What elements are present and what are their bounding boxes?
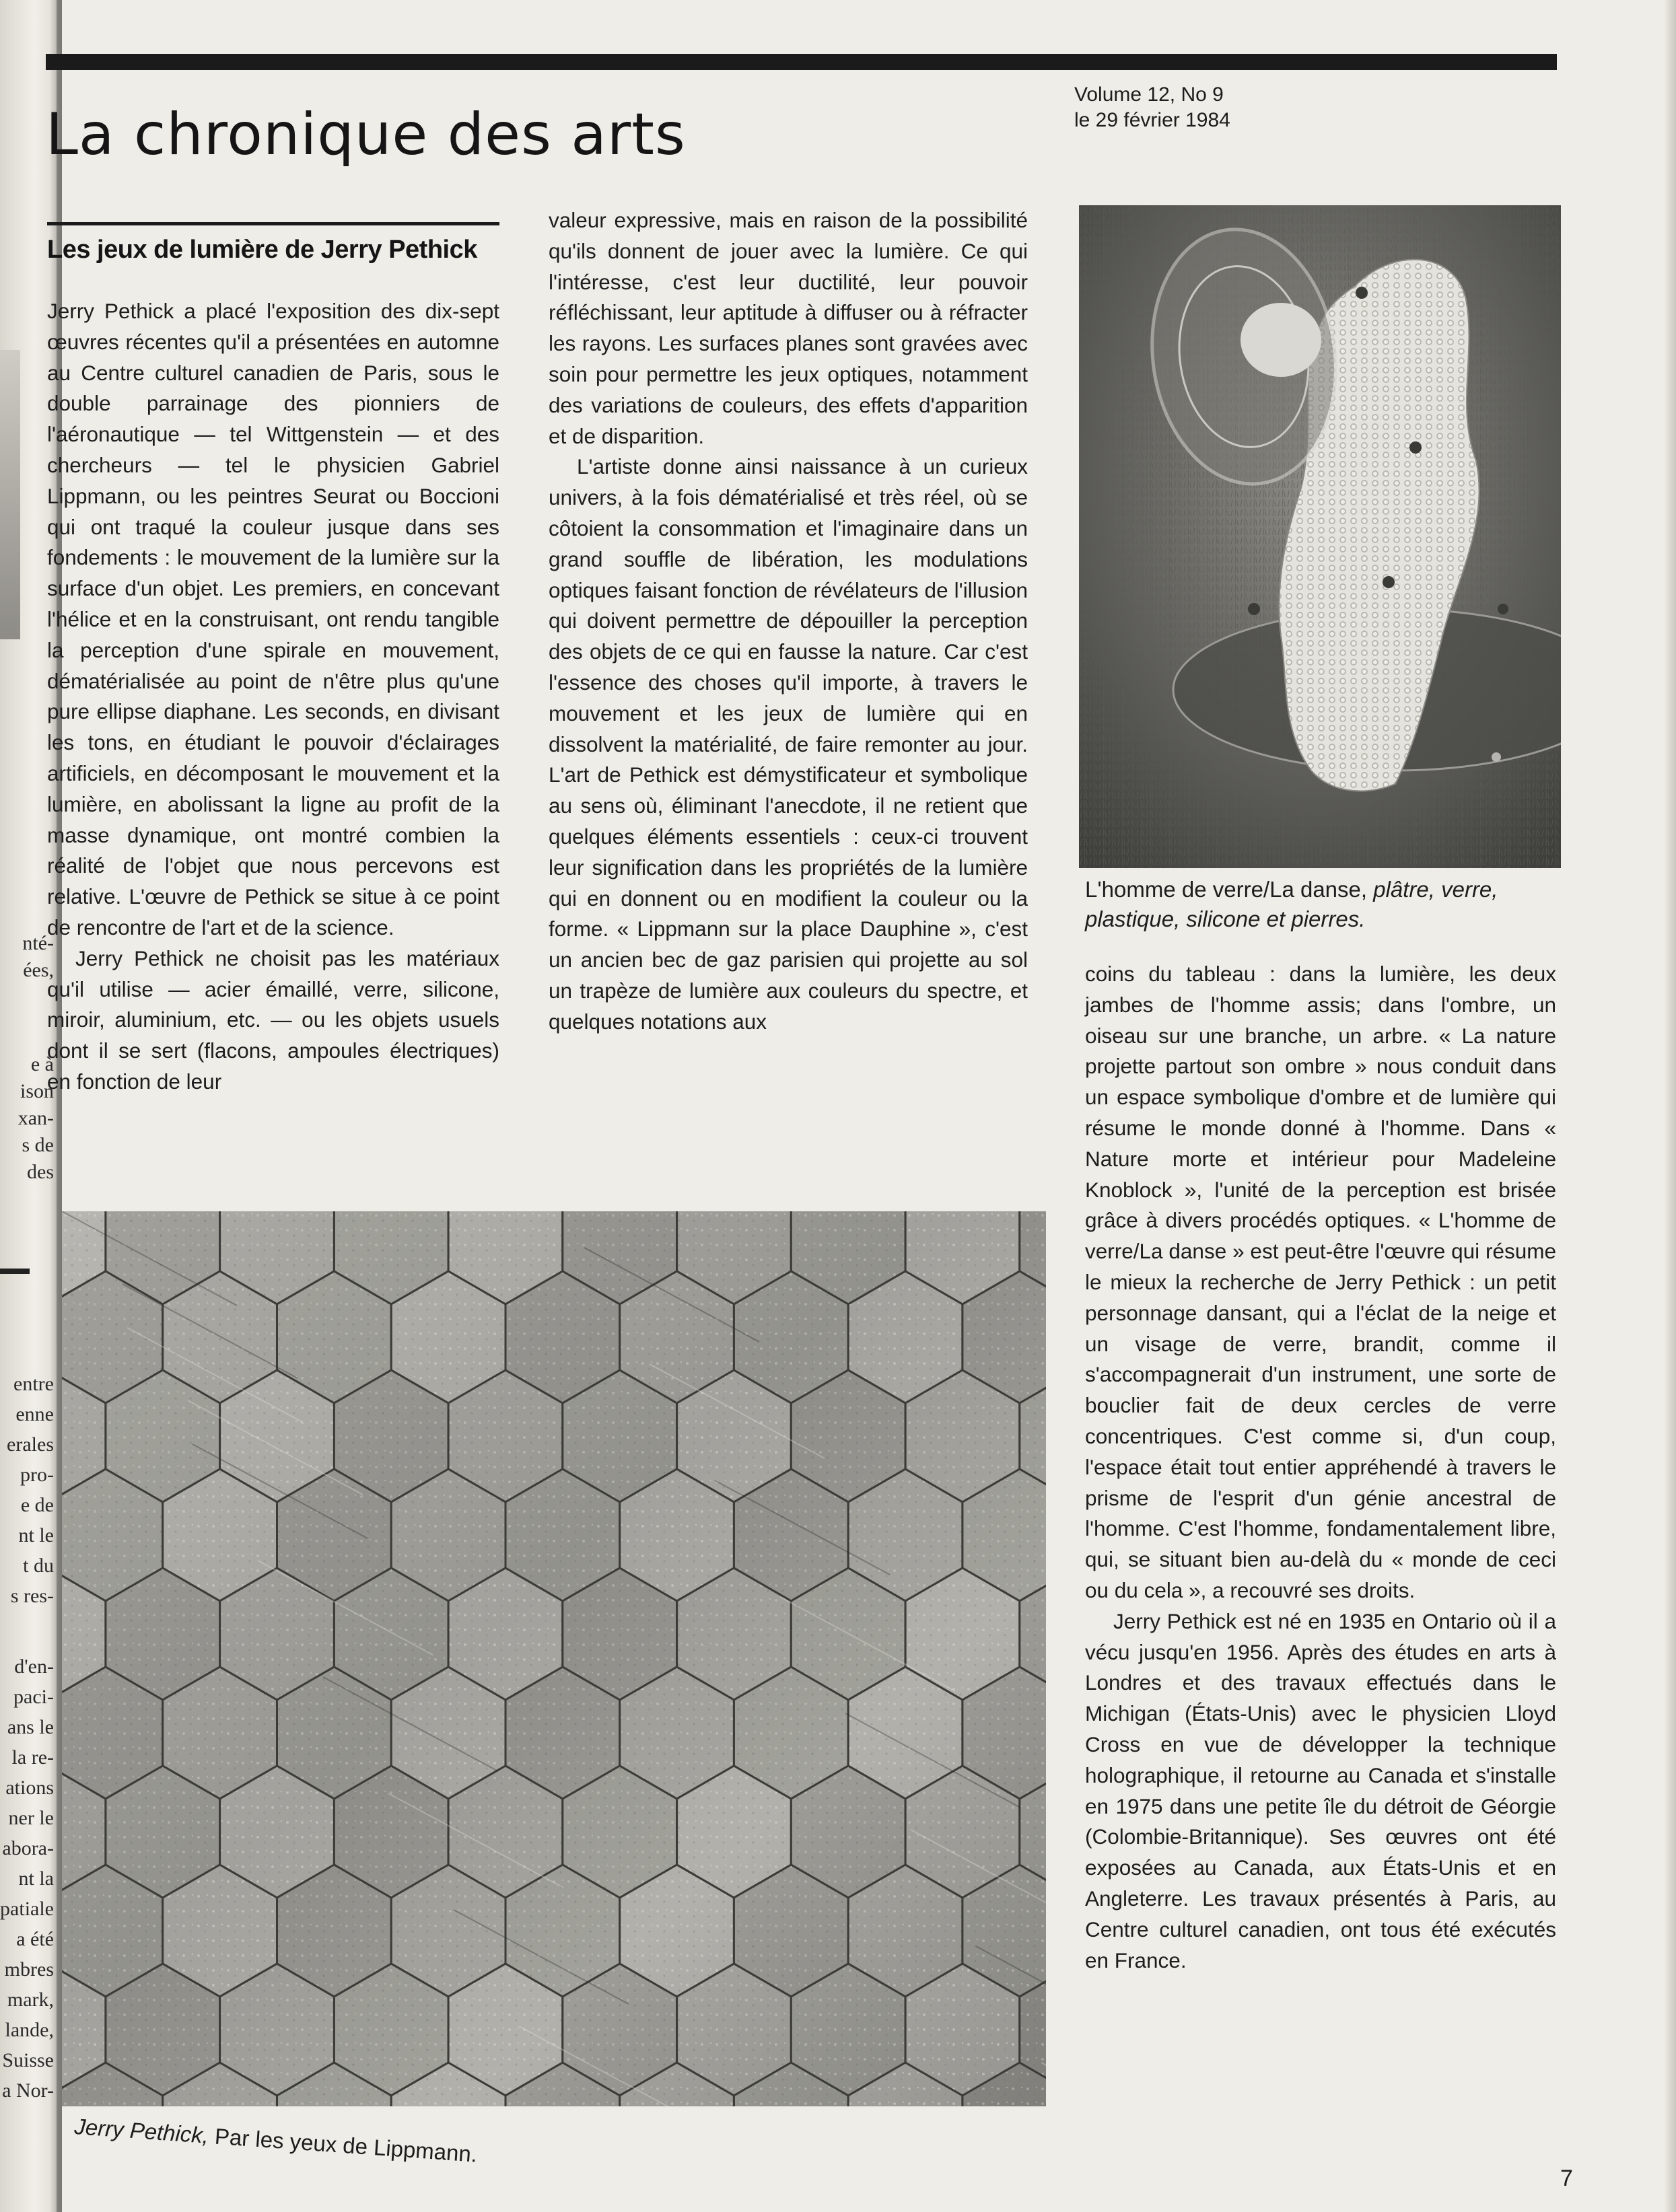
page-number: 7 xyxy=(1560,2166,1573,2191)
gutter-text-fragment: ison xyxy=(20,1080,54,1102)
gutter-text-fragment: lande, xyxy=(5,2019,54,2041)
gutter-text-fragment: ner le xyxy=(8,1807,54,1829)
gutter-text-fragment: mark, xyxy=(7,1989,54,2011)
caption-title: Par les yeux de Lippmann. xyxy=(213,2123,479,2167)
gutter-text-fragment: ées, xyxy=(23,959,54,981)
paragraph: L'artiste donne ainsi naissance à un curieux univers, à la fois dématérialisé et très réel, où se côtoient la consommation et l'imaginaire dans un grand souffle de libération, les modulations optiques faisant fonction de révélateurs de l'illusion qui doivent permettre de dépouiller la perception des objets de ce qui en fausse la nature. Car c'est l'essence des choses qu'il importe, à travers le mouvement et les jeux de lumière qui en dissolvent la matérialité, de faire remonter au jour. L'art de Pethick est démystificateur et symbolique au sens où, éliminant l'anecdote, il ne retient que quelques éléments essentiels : ceux-ci trouvent leur signification dans les propriétés de la lumière qui en donnent ou en modifient la couleur ou la forme. « Lippmann sur la place Dauphine », c'est un ancien bec de gaz parisien qui projette au sol un trapèze de lumière aux couleurs du spectre, et quelques notations aux xyxy=(549,454,1028,1034)
hexagon-grid xyxy=(62,1211,1046,2106)
paragraph: Jerry Pethick ne choisit pas les matériaux qu'il utilise — acier émaillé, verre, silicone, miroir, aluminium, etc. — ou les objets usuels dont il se sert (flacons, ampoules électriques) en fonction de leur xyxy=(47,946,499,1094)
gutter-text-fragment: erales xyxy=(7,1433,54,1456)
paragraph: coins du tableau : dans la lumière, les deux jambes de l'homme assis; dans l'ombre, un oiseau sur une branche, un arbre. « La nature projette partout son ombre » nous conduit dans un espace symbolique d'ombre et de lumière qui résume le monde donné à l'homme. Dans « Nature morte et intérieur pour Madeleine Knoblock », l'unité de la perception est brisée grâce à divers procédés optiques. « L'homme de verre/La danse » est peut-être l'œuvre qui résume le mieux la recherche de Jerry Pethick : un petit personnage dansant, qui a l'éclat de la neige et un visage de verre, brandit, comme il s'accompagnerait d'un instrument, une sorte de bouclier fait de deux cercles de verre concentriques. C'est comme si, d'un coup, l'espace était tout entier appréhendé à travers le prisme de l'esprit d'un génie ancestral de l'homme. C'est l'homme, fondamentalement libre, qui, se situant bien au-delà du « monde de ceci ou du cela », a recouvré ses droits. xyxy=(1085,962,1556,1602)
gutter-text-fragment: entre xyxy=(13,1373,54,1395)
caption-title: L'homme de verre/La danse, xyxy=(1085,877,1368,902)
issue-info xyxy=(1074,82,1230,133)
gutter-text-fragment: enne xyxy=(15,1403,54,1425)
sculpture-caption xyxy=(1085,875,1570,934)
gutter-text-fragment: Suisse xyxy=(2,2049,54,2071)
caption-artist: Jerry Pethick, xyxy=(73,2113,210,2148)
gutter-text-fragment: paci- xyxy=(13,1686,54,1708)
gutter-text-fragment: s de xyxy=(22,1134,54,1156)
gutter-text-fragment: des xyxy=(27,1161,54,1183)
gutter-text-fragment: e de xyxy=(20,1494,54,1516)
section-masthead-title: La chronique des arts xyxy=(46,101,686,168)
article-column-3 xyxy=(1085,959,1556,1976)
paragraph: Jerry Pethick a placé l'exposition des dix-sept œuvres récentes qu'il a présentées en automne au Centre culturel canadien de Paris, sous le double parrainage des pionniers de l'aéronautique — tel Wittgenstein — et des chercheurs — tel le physicien Gabriel Lippmann, ou les peintres Seurat ou Boccioni qui ont traqué la couleur jusque dans ses fondements : le mouvement de la lumière sur la surface d'un objet. Les premiers, en concevant l'hélice et en la construisant, ont rendu tangible la perception d'une spirale en mouvement, dématérialisée au point de n'être plus qu'une pure ellipse diaphane. Les seconds, en divisant les tons, en étudiant le pouvoir d'éclairages artificiels, en décomposant le mouvement et la lumière, en abolissant la ligne au profit de la masse dynamique, ont montré combien la réalité de l'objet que nous percevons est relative. L'œuvre de Pethick se situe à ce point de rencontre de l'art et de la science. xyxy=(47,299,499,939)
gutter-text-fragment: s res- xyxy=(10,1585,54,1607)
gutter-text-fragment: d'en- xyxy=(14,1655,54,1678)
gutter-text-fragment: e à xyxy=(30,1053,54,1075)
sculpture-image xyxy=(1079,205,1561,868)
gutter-text-fragment: a été xyxy=(16,1928,54,1950)
gutter-text-fragment: pro- xyxy=(20,1464,54,1486)
gutter-text-fragment: a Nor- xyxy=(2,2079,54,2102)
paragraph: Jerry Pethick est né en 1935 en Ontario où il a vécu jusqu'en 1956. Après des études en arts à Londres et des travaux effectués dans le Michigan (États-Unis) avec le physicien Lloyd Cross en vue de développer la technique holographique, il retourne au Canada et s'installe en 1975 dans une petite île du détroit de Géorgie (Colombie-Britannique). Ses œuvres ont été exposées au Canada, aux États-Unis et en Angleterre. Les travaux présentés à Paris, au Centre culturel canadien, ont tous été exécutés en France. xyxy=(1085,1608,1556,1972)
gutter-text-fragment: abora- xyxy=(2,1837,54,1859)
gutter-text-fragment: mbres xyxy=(4,1958,54,1981)
sculpture-photo xyxy=(1079,205,1561,868)
article-title-rule xyxy=(47,222,499,225)
gutter-text-fragment: xan- xyxy=(18,1107,54,1129)
gutter-text-fragment: nt la xyxy=(18,1867,54,1890)
paragraph: valeur expressive, mais en raison de la possibilité qu'ils donnent de jouer avec la lumière. Ce qui l'intéresse, c'est leur ductilité, leur pouvoir réfléchissant, leur aptitude à diffuser ou à réfracter les rayons. Les surfaces planes sont gravées avec soin pour permettre les jeux optiques, notamment des variations de couleurs, des effets d'apparition et de disparition. xyxy=(549,208,1028,448)
gutter-text-fragment: nté- xyxy=(22,932,54,954)
gutter-text-fragment: t du xyxy=(23,1555,54,1577)
previous-page-photo-edge xyxy=(0,350,20,639)
article-column-2 xyxy=(549,205,1028,1038)
issue-date: le 29 février 1984 xyxy=(1074,109,1230,131)
gutter-text-fragment: nt le xyxy=(18,1524,54,1546)
gutter-text-fragment: ans le xyxy=(7,1716,54,1738)
hexagon-photo xyxy=(62,1211,1046,2106)
issue-volume: Volume 12, No 9 xyxy=(1074,83,1224,106)
article-column-1 xyxy=(47,296,499,1098)
gutter-text-fragment: ations xyxy=(5,1777,54,1799)
hexagon-artwork-image xyxy=(62,1211,1046,2106)
previous-page-rule xyxy=(0,1269,30,1274)
page-edge xyxy=(1664,0,1676,2212)
gutter-text-fragment: patiale xyxy=(0,1898,54,1920)
gutter-text-fragment: la re- xyxy=(11,1746,54,1769)
masthead-rule xyxy=(46,54,1557,70)
caption-materials: plâtre, verre, plastique, silicone et pierres. xyxy=(1085,877,1498,931)
article-title: Les jeux de lumière de Jerry Pethick xyxy=(47,236,477,264)
hexagon-caption xyxy=(73,2113,478,2168)
